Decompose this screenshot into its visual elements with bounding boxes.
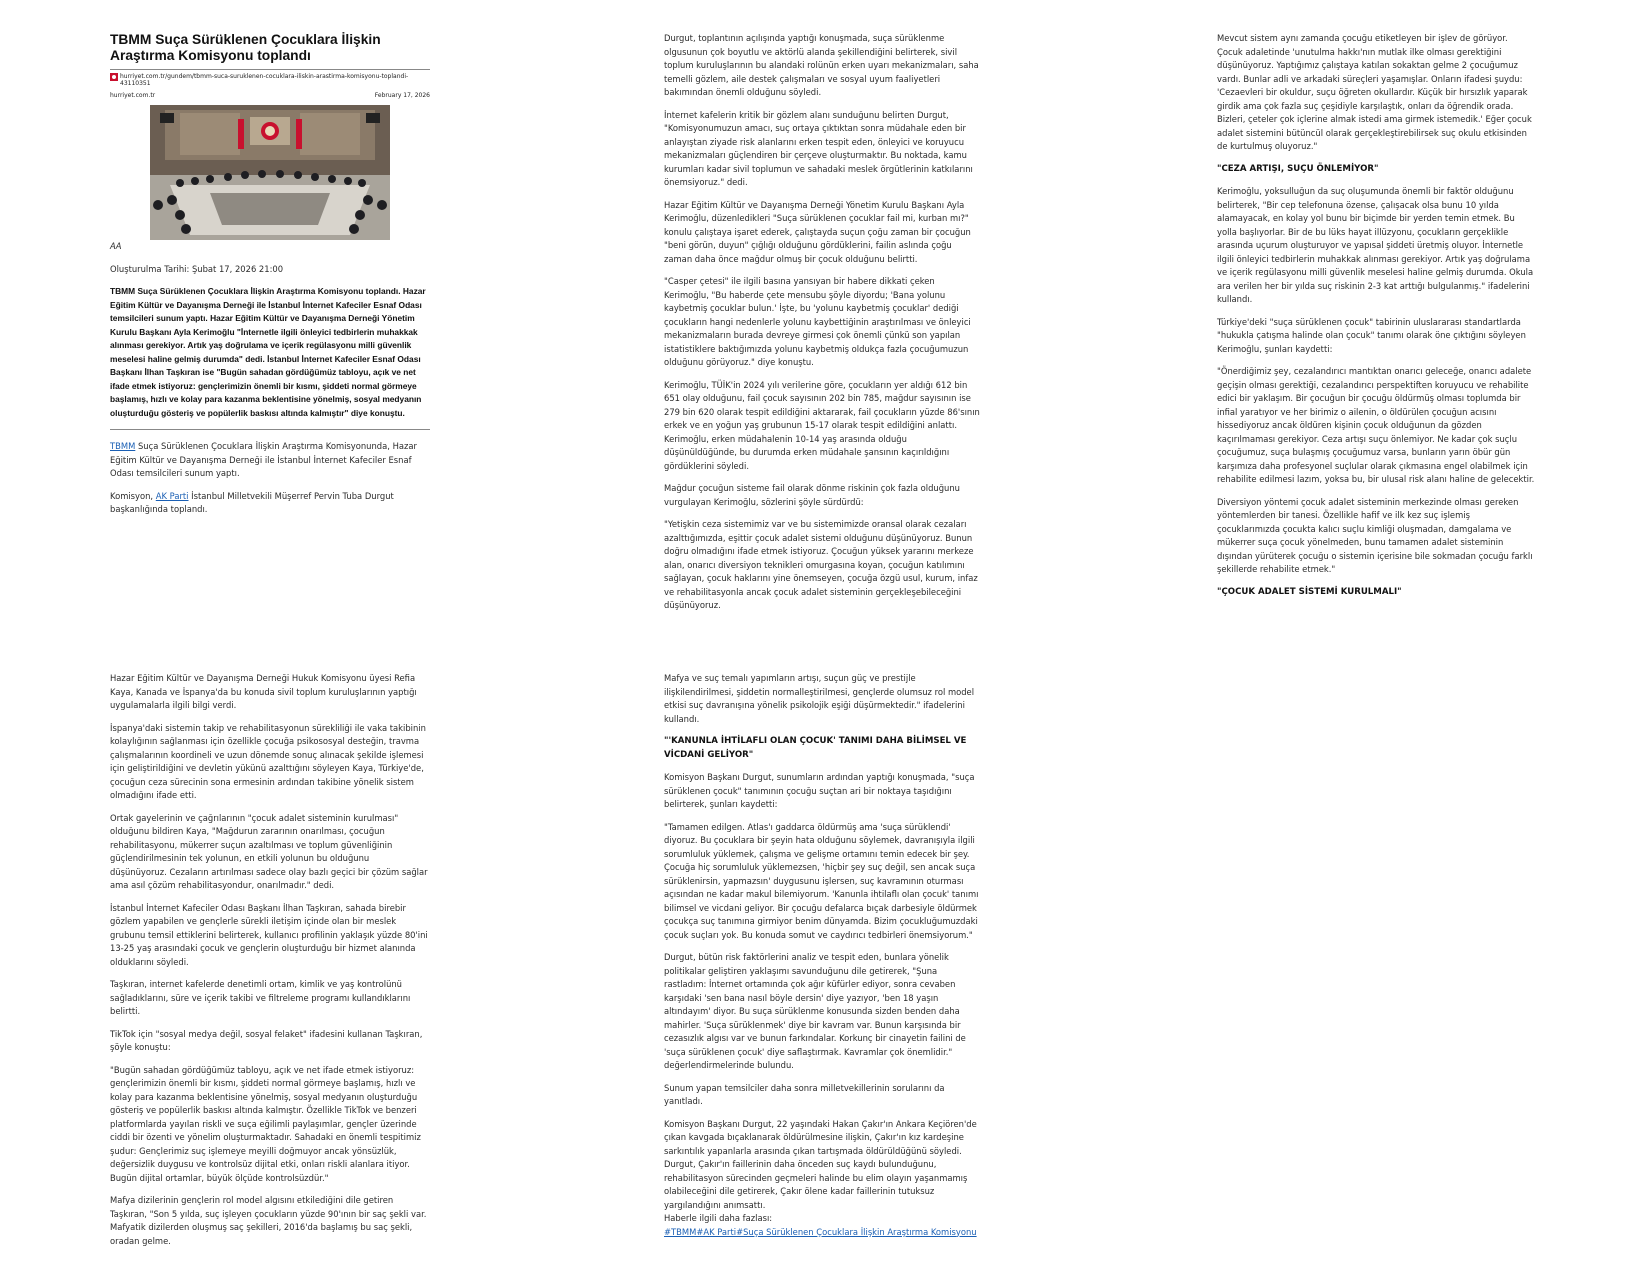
tbmm-link[interactable]: TBMM [110, 441, 136, 451]
paragraph: Mevcut sistem aynı zamanda çocuğu etiketleyen bir işlev de görüyor. Çocuk adaletinde 'unutulma hakkı'nın mutlak ilke olması gerektiğini düşünüyoruz. Yaptığımız çalıştaya katılan sokaktan gelme 2 çocuğumuz vardı. Bunlar adli ve arkadaki süreçleri yaşamışlar. Onların ifadesi şuydu: 'Cezaevleri bir okuldur, suçu öğreten okullardır. Küçük bir hırsızlık yaparak girdik ama çok fazla suç çeşidiyle karşılaştık, onları da öğrendik orada. Bizleri, çeteler çok içlerine almak istedi ama girmek istemedik.' Eğer çocuk adalet sistemini bütüncül olarak gerçekleştirebilirsek suç okulu etkisinden de kurtulmuş oluyoruz." [1217, 33, 1532, 151]
paragraph: Durgut, bütün risk faktörlerini analiz ve tespit eden, bunlara yönelik politikalar geliştiren yaklaşımı savunduğunu dile getirerek, "Şuna rastladım: İnternet ortamında çok ağır küfürler ediyor, sonra cevaben karşıdaki 'sen bana nasıl böyle dersin' diye yazıyor, 'ben 18 yaşın altındayım' diyor. Bu suça sürüklenme konusunda sizden benden daha mahirler. 'Suça sürüklenmek' diye bir kavram var. Bunun karşısında bir cezasızlık algısı var ve bunun farkındalar. Korkunç bir cinayetin failini de 'suça sürüklenen çocuk' diye saflaştırmak. Kavramlar çok önemlidir." değerlendirmelerinde bulundu. [664, 952, 966, 1070]
tags-row [664, 1226, 982, 1240]
subheading: "ÇOCUK ADALET SİSTEMİ KURULMALI" [1217, 586, 1402, 597]
subheading: "'KANUNLA İHTİLAFLI OLAN ÇOCUK' TANIMI DAHA BİLİMSEL VE VİCDANİ GELİYOR" [664, 736, 967, 760]
paragraph: "Bugün sahadan gördüğümüz tabloyu, açık ve net ifade etmek istiyoruz: gençlerimizin önemli bir kısmı, şiddeti normal görmeye başlamış, hızlı ve kolay para kazanma beklentisine yönelmiş, sosyal medyanın oluşturduğu gösteriş ve popülerlik baskısı altında kalmıştır. Özellikle TikTok ve benzeri platformlarda yayılan riskli ve suça eğilimli paylaşımlar, gençler üzerinde ciddi bir özenti ve yönelim oluşturmaktadır. Sahadaki en önemli tespitimiz şudur: Gençlerimiz suç işlemeye meyilli doğmuyor ancak yönsüzlük, değersizlik duygusu ve kontrolsüz dijital etki, onları riskli alanlara itiyor. Bugün dijital ortamlar, büyük ölçüde kontrolsüzdür." [110, 1064, 421, 1183]
paragraph: Mağdur çocuğun sisteme fail olarak dönme riskinin çok fazla olduğunu vurgulayan Kerimoğlu, sözlerini şöyle sürdürdü: [664, 483, 960, 507]
page-5 [664, 672, 982, 1248]
paragraph: "Önerdiğimiz şey, cezalandırıcı mantıktan onarıcı geleceğe, onarıcı adalete geçişin olması gerektiği, cezalandırıcı perspektiften koruyucu ve rehabilite edici bir yaklaşım. Bir çocuğun bir çocuğu öldürmüş olması toplumda bir infial yaratıyor ve her birimiz o ailenin, o öldürülen çocuğun acısını hissediyoruz ancak öldüren kişinin çocuk olduğunun da gözden kaçırılmaması gerekiyor. Ceza artışı suçu önlemiyor. Ne kadar çok suçlu çocuğumuz, suça bulaşmış çocuğumuz varsa, bunların yarın öbür gün karşımıza daha profesyonel suçlular olarak çıkmasına engel olabilmek için rehabilite edilmesi lazım, yoksa bu, bir ulusal risk alanı haline de gelecektir. [1217, 366, 1535, 484]
paragraph: İstanbul İnternet Kafeciler Odası Başkanı İlhan Taşkıran, sahada birebir gözlem yapabilen ve gençlerle sürekli iletişim içinde olan bir meslek grubunu temsil ettiklerini belirterek, kullanıcı profilinin yaklaşık yüzde 80'ini 13-25 yaş arasındaki çocuk ve gençlerin oluşturduğu bir hizmet alanında olduklarını söyledi. [110, 902, 428, 967]
paragraph: Ortak gayelerinin ve çağrılarının "çocuk adalet sisteminin kurulması" olduğunu bildiren Kaya, "Mağdurun zararının onarılması, çocuğun rehabilitasyonu, mükerrer suçun azaltılması ve toplum güvenliğinin güçlendirilmesinin tek yolunun, en etkili yolunun bu olduğunu düşünüyoruz. Cezaların artırılması sadece olay bazlı geçici bir çözüm sağlar ama asıl çözüm rehabilitasyondur, onarılmadır." dedi. [110, 812, 428, 890]
title-divider [110, 69, 430, 70]
tag-links[interactable]: #TBMM#AK Parti#Suça Sürüklenen Çocuklara İlişkin Araştırma Komisyonu [664, 1226, 977, 1237]
paragraph: Sunum yapan temsilciler daha sonra milletvekillerinin sorularını da yanıtladı. [664, 1082, 945, 1106]
page-1 [110, 32, 430, 526]
paragraph: İnternet kafelerin kritik bir gözlem alanı sunduğunu belirten Durgut, "Komisyonumuzun amacı, suç ortaya çıktıktan sonra müdahale eden bir anlayıştan ziyade risk alanlarını erken tespit eden, önleyici ve koruyucu mekanizmaları güçlendiren bir çerçeve oluşturmaktır. Bu noktada, kamu kurumları kadar sivil toplumun ve sahadaki meslek örgütlerinin katkılarını önemsiyoruz." dedi. [664, 109, 973, 187]
article-lede: TBMM Suça Sürüklenen Çocuklara İlişkin Araştırma Komisyonu toplandı. Hazar Eğitim Kültür ve Dayanışma Derneği ile İstanbul İnternet Kafeciler Esnaf Odası temsilcileri sunum yaptı. Hazar Eğitim Kültür ve Dayanışma Derneği Yönetim Kurulu Başkanı Ayla Kerimoğlu "İnternetle ilgili önleyici tedbirlerin muhakkak alınması gerekiyor. Artık yaş doğrulama ve içerik regülasyonu milli güvenlik meselesi haline gelmiş durumda" dedi. İstanbul İnternet Kafeciler Esnaf Odası Başkanı İlhan Taşkıran ise "Bugün sahadan gördüğümüz tabloyu, açık ve net ifade etmek istiyoruz: gençlerimizin önemli bir kısmı, şiddeti normal görmeye başlamış, hızlı ve kolay para kazanma beklentisine yönelmiş, sosyal medyanın oluşturduğu gösteriş ve popülerlik baskısı altında kalmıştır" diye konuştu. [110, 286, 426, 418]
hurriyet-favicon-icon [110, 73, 118, 81]
page-2 [664, 32, 980, 622]
url-row [110, 73, 430, 87]
paragraph: İspanya'daki sistemin takip ve rehabilitasyonun sürekliliği ile vaka takibinin kolaylığının sağlanması için özellikle çocuğa psikososyal desteğin, travma çalışmalarının koordineli ve uzun dönemde sonuç alınacak şekilde işlemesi için geliştirildiğini ve devletin yükünü azalttığını söyleyen Kaya, Türkiye'de, çocuğun ceza sürecinin sona ermesinin ardından takibine yönelik sistem olmadığını ifade etti. [110, 722, 426, 800]
site-name: hurriyet.com.tr [110, 92, 156, 99]
paragraph: TBMM Suça Sürüklenen Çocuklara İlişkin Araştırma Komisyonunda, Hazar Eğitim Kültür ve Dayanışma Derneği ile İstanbul İnternet Kafeciler Esnaf Odası temsilcileri sunum yaptı. [110, 441, 417, 478]
paragraph: TikTok için "sosyal medya değil, sosyal felaket" ifadesini kullanan Taşkıran, şöyle konuştu: [110, 1028, 423, 1052]
paragraph: Mafya dizilerinin gençlerin rol model algısını etkilediğini dile getiren Taşkıran, "Son 5 yılda, suç işleyen çocukların yüzde 90'ının bir saç şekli var. Mafyatik dizilerden oluşmuş saç şekilleri, 2016'da başlamış bu saç şekli, oradan gelme. [110, 1195, 427, 1246]
paragraph: Komisyon, AK Parti İstanbul Milletvekili Müşerref Pervin Tuba Durgut başkanlığında toplandı. [110, 490, 394, 514]
created-date: Oluşturulma Tarihi: Şubat 17, 2026 21:00 [110, 263, 284, 274]
paragraph: Türkiye'deki "suça sürüklenen çocuk" tabirinin uluslararası standartlarda "hukukla çatışma halinde olan çocuk" tanımı olarak öne çıktığını söyleyen Kerimoğlu, şunları kaydetti: [1217, 316, 1526, 354]
paragraph: Hazar Eğitim Kültür ve Dayanışma Derneği Yönetim Kurulu Başkanı Ayla Kerimoğlu, düzenledikleri "Suça sürüklenen çocuklar fail mi, kurban mı?" konulu çalıştaya işaret ederek, çalıştayda suçun çoğu zaman bir çocuğun "beni görün, duyun" çığlığı olduğunu gördüklerini, failin aslında çoğu zaman daha önce mağdur olmuş bir çocuk olduğunu belirtti. [664, 199, 971, 264]
paragraph: "Tamamen edilgen. Atlas'ı gaddarca öldürmüş ama 'suça sürüklendi' diyoruz. Bu çocuklara bir şeyin hata olduğunu söylemek, davranışıyla ilgili sorumluluk yüklemek, çalışma ve gelişme ortamını temin edecek bir şey. Çocuğa hiç sorumluluk yüklemezsen, 'hiçbir şey suç değil, sen ancak suça sürüklenirsin, yapmazsın' duygusunu işlersen, suç kavramının oturması açısından ne kadar makul bilemiyorum. 'Kanunla ihtilaflı olan çocuk' tanımı bilimsel ve vicdani geliyor. Bir çocuğu defalarca bıçak darbesiyle öldürmek çocukça suç tanımına girmiyor benim dünyamda. Bizim çocukluğumuzdaki çocuk suçları yok. Bu konuda somut ve caydırıcı tedbirleri önemsiyorum." [664, 821, 979, 940]
commission-meeting-photo [150, 105, 390, 240]
article-date: February 17, 2026 [374, 92, 430, 99]
meta-row [110, 92, 430, 100]
paragraph: Komisyon Başkanı Durgut, 22 yaşındaki Hakan Çakır'ın Ankara Keçiören'de çıkan kavgada bıçaklanarak öldürülmesine ilişkin, Çakır'ın kız kardeşine sarkıntılık yapanlarla arasında çıkan tartışmada öldürüldüğünü söyledi. Durgut, Çakır'ın faillerinin daha önceden suç kaydı bulunduğunu, rehabilitasyon sürecinden geçmeleri halinde bu elim olayın yaşanmamış olabileceğini dile getirerek, Çakır ölene kadar faillerinin tutuksuz yargılandığını anımsattı. [664, 1118, 977, 1210]
paragraph: Diversiyon yöntemi çocuk adalet sisteminin merkezinde olması gereken yöntemlerden bir tanesi. Özellikle hafif ve ilk kez suç işlemiş çocuklarımızda çocukta kalıcı suçlu kimliği oluşmadan, damgalama ve mükerrer suça çocuk yönelmeden, bunu tamamen adalet sisteminin dışından yürüterek çocuğu o sistemin içerisine bile sokmadan çocuğu farklı şekillerde rehabilite etmek." [1217, 496, 1533, 574]
paragraph: "Yetişkin ceza sistemimiz var ve bu sistemimizde oransal olarak cezaları azalttığımızda, eşittir çocuk adalet sistemi olduğunu düşünüyoruz. Bunun doğru olmadığını ifade etmek istiyoruz. Çocuğun yüksek yararını merkeze alan, onarıcı diversiyon teknikleri omurgasına koyan, çocuğun katılımını sağlayan, çocuk haklarını yine önemseyen, çocuğa özgü usul, kurum, infaz ve rehabilitasyonla ancak çocuk adalet sisteminin gerçekleşebileceğini düşünüyoruz. [664, 519, 978, 610]
article-title: TBMM Suça Sürüklenen Çocuklara İlişkin Araştırma Komisyonu toplandı [110, 32, 381, 63]
meeting-photo-illustration [150, 105, 390, 240]
subheading: "CEZA ARTIŞI, SUÇU ÖNLEMİYOR" [1217, 163, 1379, 174]
ak-parti-link[interactable]: AK Parti [155, 490, 189, 501]
news-agency: AA [110, 241, 122, 251]
paragraph: Durgut, toplantının açılışında yaptığı konuşmada, suça sürüklenme olgusunun çok boyutlu ve aktörlü alanda şekillendiğini belirterek, sivil toplum kuruluşlarının bu alandaki rolünün erken uyarı mekanizmaları, saha temelli gözlem, aile destek çalışmaları ve sosyal uyum faaliyetleri bakımından önemli olduğunu söyledi. [664, 33, 979, 97]
paragraph: Komisyon Başkanı Durgut, sunumların ardından yaptığı konuşmada, "suça sürüklenen çocuk" tanımının çocuğu suçtan ari bir noktaya taşıdığını belirterek, şunları kaydetti: [664, 772, 975, 809]
page-4 [110, 672, 428, 1257]
paragraph: "Casper çetesi" ile ilgili basına yansıyan bir habere dikkati çeken Kerimoğlu, "Bu haberde çete mensubu şöyle diyordu; 'Bana yolunu kaybetmiş çocuklar bulun.' İşte, bu 'yolunu kaybetmiş çocuklar' dediği çocukların hangi nedenlerle yolunu kaybettiğinin araştırılması ve önleyici mekanizmaların burada devreye girmesi çok önemli çünkü son yapılan istatistiklere baktığımızda yolunu kaybetmiş oldukça fazla çocuğumuzun olduğunu görüyoruz." diye konuştu. [664, 276, 971, 367]
more-label: Haberle ilgili daha fazlası: [664, 1213, 773, 1223]
paragraph: Taşkıran, internet kafelerde denetimli ortam, kimlik ve yaş kontrolünü sağladıklarını, süre ve içerik takibi ve filtreleme programı kullandıklarını belirtti. [110, 979, 411, 1016]
paragraph: Kerimoğlu, yoksulluğun da suç oluşumunda önemli bir faktör olduğunu belirterek, "Bir cep telefonuna özense, çalışacak olsa bunu 10 yılda alamayacak, en kolay yol bunu bir biçimde bir yerden temin etmek. Bu yolla başlıyorlar. Bir de bu lüks hayat illüzyonu, çocukların gerçeklikle arasında uçurum oluşturuyor ve yapısal şiddeti üretmiş oluyor. İnternetle ilgili önleyici tedbirlerin muhakkak alınması gerekiyor. Artık yaş doğrulama ve içerik regülasyonu milli güvenlik meselesi haline gelmiş durumda. Okula ara verilen her bir yılda suç riskinin 2-3 kat arttığı bulgulanmış." ifadelerini kullandı. [1217, 186, 1534, 304]
paragraph: Hazar Eğitim Kültür ve Dayanışma Derneği Hukuk Komisyonu üyesi Refia Kaya, Kanada ve İspanya'da bu konuda sivil toplum kuruluşlarının yaptığı uygulamalarla ilgili bilgi verdi. [110, 673, 417, 710]
lede-divider [110, 429, 430, 430]
paragraph: Kerimoğlu, TÜİK'in 2024 yılı verilerine göre, çocukların yer aldığı 612 bin 651 olay olduğunu, fail çocuk sayısının 202 bin 785, mağdur sayısının ise 279 bin 620 olarak tespit edildiğini aktararak, fail çocukların yüzde 86'sının erkek ve en yoğun yaş grubunun 15-17 olarak tespit edildiğini anlattı. Kerimoğlu, erken müdahalenin 10-14 yaş arasında olduğu düşünüldüğünde, bu durumda erken müdahale şansının kaçırıldığını gördüklerini söyledi. [664, 379, 980, 471]
page-3 [1217, 32, 1535, 608]
paragraph: Mafya ve suç temalı yapımların artışı, suçun güç ve prestijle ilişkilendirilmesi, şiddetin normalleştirilmesi, gençlerde olumsuz rol model etkisi suç davranışına yönelik psikolojik eşiği düşürmektedir." ifadelerini kullandı. [664, 673, 975, 724]
article-url[interactable]: hurriyet.com.tr/gundem/tbmm-suca-suruklenen-cocuklara-iliskin-arastirma-komisyonu-toplandi-43110351 [120, 73, 409, 87]
